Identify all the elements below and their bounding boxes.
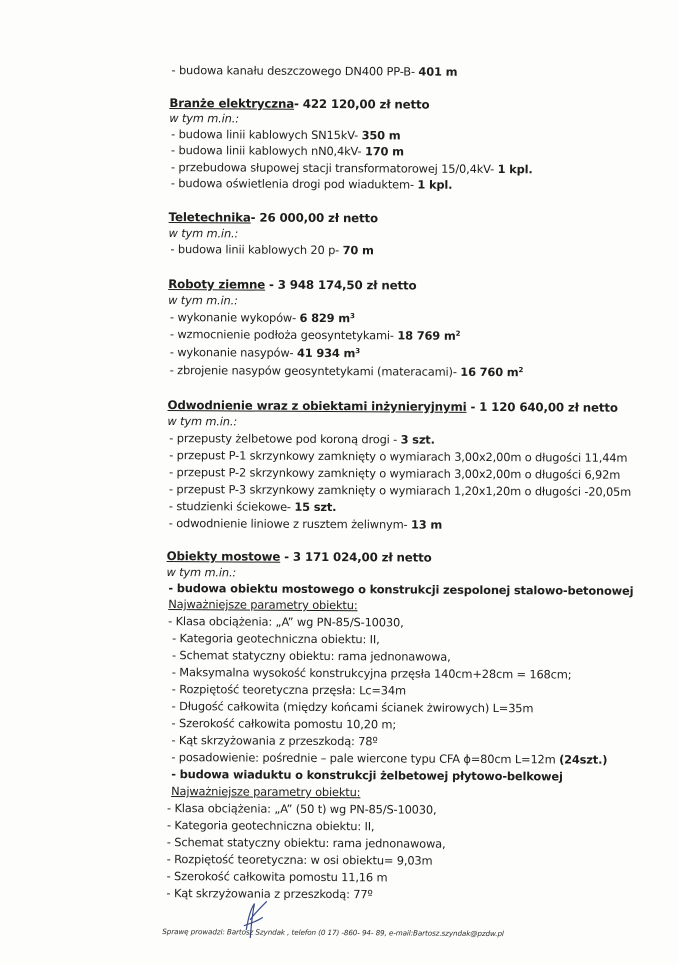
list-item: - wzmocnienie podłoża geosyntetykami- 18 769 $m^2$ [169, 327, 461, 343]
section-electrical-intro: w tym m.in.: [169, 111, 239, 126]
section-bridges-heading: Obiekty mostowe - 3 171 024,00 zł netto [166, 549, 432, 565]
list-item: - Kategoria geotechniczna obiektu: II, [166, 818, 375, 834]
list-item: - Schemat statyczny obiektu: rama jednonawowa, [171, 648, 451, 664]
list-item: - przebudowa słupowej stacji transformatorowej 15/0,4kV- 1 kpl. [170, 160, 533, 177]
section-bridges-intro: w tym m.in.: [166, 565, 237, 580]
list-item: - Klasa obciążenia: „A” (50 t) wg PN-85/S-10030, [167, 801, 437, 817]
list-item: - posadowienie: pośrednie – pale wiercone typu CFA ɸ=80cm L=12m (24szt.) [171, 750, 608, 767]
section-telecom-heading: Teletechnika- 26 000,00 zł netto [168, 210, 379, 226]
list-item: - odwodnienie liniowe z rusztem żeliwnym- 13 m [168, 516, 443, 532]
list-item: - Schemat statyczny obiektu: rama jednonawowa, [166, 835, 446, 851]
section-earthworks-heading: Roboty ziemne - 3 948 174,50 zł netto [168, 277, 417, 293]
list-item: - budowa oświetlenia drogi pod wiaduktem- 1 kpl. [170, 176, 453, 192]
list-item: - zbrojenie nasypów geosyntetykami (materacami)- 16 760 $m^2$ [169, 363, 524, 380]
list-item: - przepust P-2 skrzynkowy zamknięty o wymiarach 3,00x2,00m o długości 6,92m [169, 465, 621, 482]
handwritten-signature [236, 899, 270, 943]
list-item: - przepust P-3 skrzynkowy zamknięty o wymiarach 1,20x1,20m o długości -20,05m [168, 482, 632, 499]
list-item: - wykonanie wykopów- 6 829 $m^3$ [170, 310, 355, 326]
list-item: - Szerokość całkowita pomostu 10,20 m; [171, 716, 397, 732]
list-item: - Długość całkowita (między końcami ścianek żwirowych) L=35m [171, 699, 534, 716]
bridge-params-heading: Najważniejsze parametry obiektu: [168, 597, 358, 613]
list-item: - Kategoria geotechniczna obiektu: II, [172, 631, 380, 647]
viaduct-params-heading: Najważniejsze parametry obiektu: [171, 784, 361, 800]
list-item: - Rozpiętość teoretyczna: w osi obiektu= 9,03m [166, 852, 433, 868]
section-electrical-heading: Branże elektryczna- 422 120,00 zł netto [169, 96, 430, 112]
list-item: - budowa linii kablowych 20 p- 70 m [170, 242, 374, 258]
viaduct-object-title: - budowa wiaduktu o konstrukcji żelbetowej płytowo-belkowej [171, 767, 563, 784]
list-item: - przepust P-1 skrzynkowy zamknięty o wymiarach 3,00x2,00m o długości 11,44m [169, 448, 628, 465]
section-drainage-heading: Odwodnienie wraz z obiektami inżynieryjnymi - 1 120 640,00 zł netto [167, 398, 618, 415]
list-item: - Rozpiętość teoretyczna przęsła: Lc=34m [171, 682, 406, 698]
footer-contact: Sprawę prowadzi: Bartosz Szyndak , telefon (0 17) -860- 94- 89, e-mail:Bartosz.szyndak@pzdw.pl [162, 927, 504, 939]
list-item: - Kąt skrzyżowania z przeszkodą: 78º [171, 733, 378, 749]
list-item: - przepusty żelbetowe pod koroną drogi - 3 szt. [169, 431, 435, 447]
section-telecom-intro: w tym m.in.: [168, 226, 239, 241]
section-earthworks-intro: w tym m.in.: [168, 293, 238, 308]
list-item: - budowa linii kablowych SN15kV- 350 m [171, 127, 401, 143]
list-item: - wykonanie nasypów- 41 934 $m^3$ [169, 345, 361, 361]
bridge-object-title: - budowa obiektu mostowego o konstrukcji zespolonej stalowo-betonowej [168, 581, 634, 598]
list-item: - Klasa obciążenia: „A” wg PN-85/S-10030, [168, 614, 404, 630]
list-item: - Maksymalna wysokość konstrukcyjna przęsła 140cm+28cm = 168cm; [171, 665, 572, 682]
list-item: - Kąt skrzyżowania z przeszkodą: 77º [166, 886, 373, 902]
section-drainage-intro: w tym m.in.: [167, 414, 238, 429]
storm-sewer-line: - budowa kanału deszczowego DN400 PP-B- 401 m [171, 63, 458, 79]
list-item: - Szerokość całkowita pomostu 11,16 m [166, 869, 388, 885]
list-item: - studzienki ściekowe- 15 szt. [168, 499, 337, 515]
list-item: - budowa linii kablowych nN0,4kV- 170 m [171, 143, 404, 159]
